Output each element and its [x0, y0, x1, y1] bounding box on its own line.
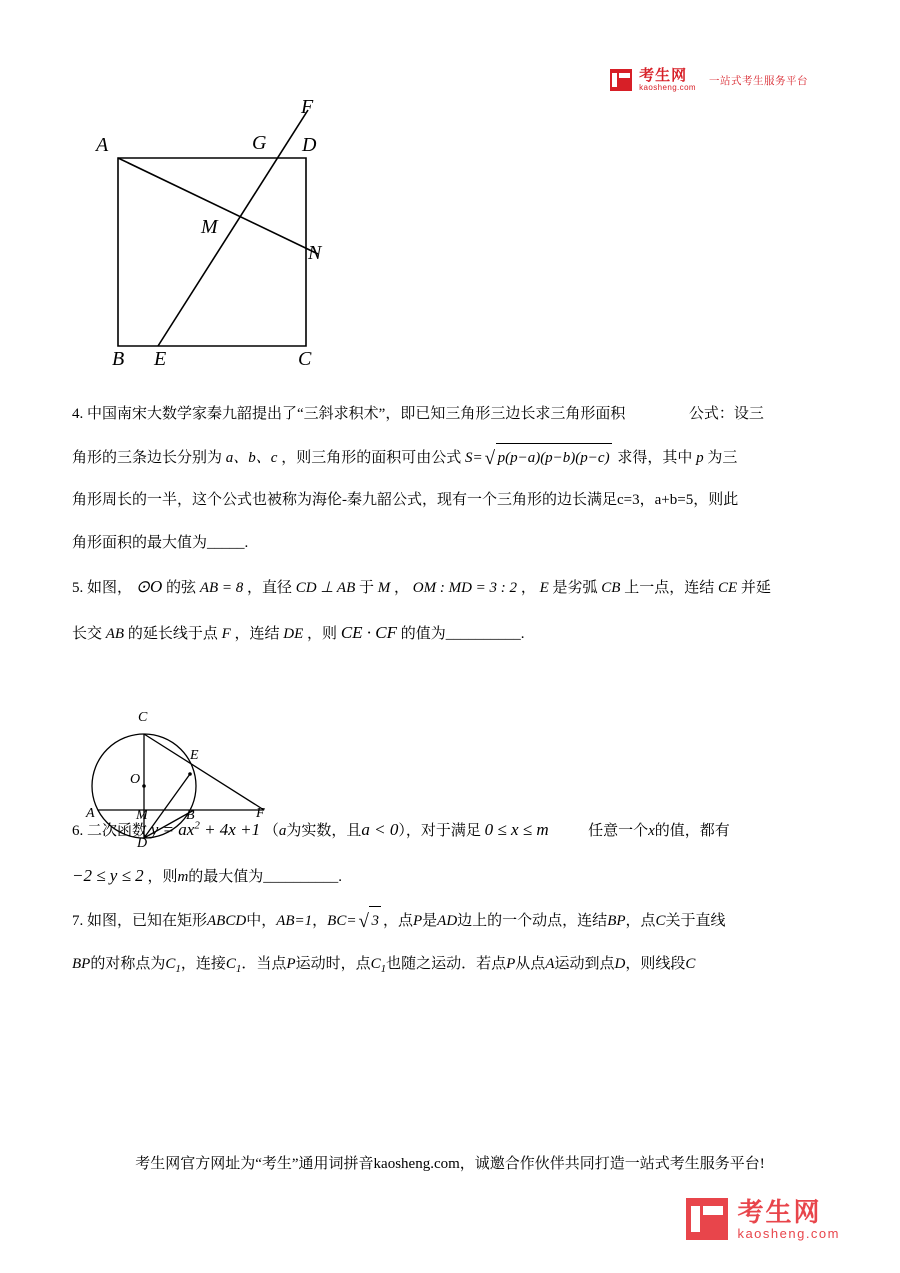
- question-5-ab: AB = 8: [199, 580, 244, 596]
- circle-label-B: B: [186, 808, 195, 823]
- question-4-text-b: 公式：设三: [688, 406, 764, 422]
- circle-label-A: A: [86, 806, 95, 821]
- question-5-line-1: [72, 571, 832, 603]
- question-7-text-m: 也随之运动．若点: [386, 955, 507, 972]
- question-6-fn-part1: y = ax: [150, 819, 195, 839]
- question-7-c: C: [655, 913, 666, 930]
- question-5-line-2: [72, 617, 832, 649]
- question-5-cb: CB: [601, 580, 621, 596]
- question-5-ratio: OM : MD = 3 : 2: [412, 580, 518, 596]
- kaosheng-logo-icon: [610, 69, 632, 91]
- question-7-bc: BC=: [327, 913, 357, 930]
- question-5-text-l: ，连结: [234, 626, 280, 643]
- question-7-abcd: ABCD: [207, 913, 247, 930]
- question-5-text-h: 上一点，连结: [624, 580, 715, 596]
- question-5-expr: CE · CF: [340, 623, 398, 643]
- question-7-text-p: ，则线段: [625, 955, 686, 972]
- question-5: [72, 571, 832, 650]
- figure-circle-geometry: [86, 710, 386, 853]
- question-7-text-b: 中，: [246, 913, 277, 930]
- header-logo: [610, 68, 808, 92]
- question-5-text-k: 的延长线于点: [127, 626, 218, 643]
- question-7-c1-letter: C: [165, 955, 176, 972]
- question-4-number: 4.: [72, 406, 84, 422]
- question-7-text-i: 的对称点为: [90, 955, 166, 972]
- figure-label-D: D: [302, 134, 317, 156]
- question-7-c1b-letter: C: [370, 955, 381, 972]
- question-7-cline: C: [685, 955, 696, 972]
- question-5-de: DE: [283, 626, 304, 643]
- question-6-text-e: 任意一个: [588, 822, 649, 839]
- question-7-text-c: ，: [312, 913, 328, 930]
- question-7-p2: P: [286, 955, 296, 972]
- question-4-line-3: 角形周长的一半，这个公式也被称为海伦-秦九韶公式，现有一个三角形的边长满足c=3，a+b=5，则此: [72, 492, 739, 508]
- question-7-number: 7.: [72, 913, 84, 930]
- question-5-number: 5.: [72, 580, 84, 596]
- figure-label-B: B: [112, 348, 125, 370]
- circle-label-C: C: [138, 710, 148, 725]
- figure-label-E: E: [154, 348, 167, 370]
- question-5-ab2: AB: [105, 626, 125, 643]
- question-6-x: x: [648, 822, 655, 839]
- question-5-text-d: 于: [359, 580, 375, 596]
- question-7-bp2: BP: [72, 955, 91, 972]
- question-4-radical: [485, 443, 612, 473]
- figure-label-M: M: [201, 216, 218, 238]
- question-7-text-e: 是: [422, 913, 438, 930]
- circle-label-D: D: [137, 836, 148, 851]
- question-6-range2: −2 ≤ y ≤ 2: [72, 865, 144, 885]
- question-5-text-f: ，: [520, 580, 536, 596]
- figure-label-A: A: [96, 134, 109, 156]
- circle-label-M: M: [136, 808, 148, 823]
- figure-label-C: C: [298, 348, 312, 370]
- kaosheng-footer-logo-icon: [686, 1198, 728, 1240]
- question-6-text-a: 二次函数: [87, 822, 148, 839]
- question-7-dd: D: [614, 955, 626, 972]
- figure-square-geometry: [96, 96, 436, 381]
- question-body: [72, 400, 832, 994]
- circle-label-O: O: [130, 772, 141, 787]
- question-7-text-g: ，点: [625, 913, 656, 930]
- question-6-fn-sup: 2: [194, 818, 200, 831]
- question-5-text-e: ，: [394, 580, 410, 596]
- question-4-text-f: 为三: [707, 449, 738, 466]
- question-5-text-j: 长交: [72, 626, 103, 643]
- question-6-number: 6.: [72, 822, 84, 839]
- footer-logo: [686, 1198, 840, 1241]
- question-5-ce: CE: [717, 580, 738, 596]
- circle-label-E: E: [190, 748, 199, 763]
- header-logo-cn: 考生网: [639, 67, 688, 84]
- question-6-text-g: ，则: [147, 868, 178, 885]
- figure-label-N: N: [308, 242, 322, 264]
- header-slogan: 一站式考生服务平台: [709, 74, 808, 87]
- question-6-text-f: 的值，都有: [654, 822, 730, 839]
- question-7-text-d: ，点: [382, 913, 413, 930]
- question-7-c1: [165, 955, 181, 975]
- question-5-text-n: 的值为__________.: [400, 626, 525, 643]
- question-7-c1b-sub: 1: [380, 962, 387, 975]
- question-5-circle-o: ⊙O: [135, 577, 163, 596]
- question-7-text-f: 边上的一个动点，连结: [457, 913, 608, 930]
- question-6-range: 0 ≤ x ≤ m: [484, 819, 549, 839]
- question-5-text-m: ，则: [307, 626, 338, 643]
- question-7-line-1: [72, 906, 832, 936]
- question-7-c1-sub: 1: [175, 962, 181, 975]
- question-7-radical: [358, 906, 381, 936]
- question-6-text-h: 的最大值为__________.: [188, 868, 343, 885]
- question-5-text-i: 并延: [740, 580, 771, 596]
- question-7-pp: P: [506, 955, 516, 972]
- question-7-ad: AD: [437, 913, 458, 930]
- question-7-ab: AB=1: [276, 913, 313, 930]
- header-logo-text: [639, 68, 696, 92]
- question-7-text-k: ．当点: [241, 955, 287, 972]
- question-5-cd: CD ⊥ AB: [295, 580, 356, 596]
- question-7-cc1-sub: 1: [235, 962, 242, 975]
- question-4-line-1: [72, 400, 832, 429]
- footer-logo-text: [737, 1198, 840, 1241]
- question-7-c1b: [370, 955, 387, 975]
- question-7-text-j: ，连接: [180, 955, 226, 972]
- footer-logo-en: kaosheng.com: [737, 1225, 840, 1241]
- question-6-m: m: [177, 868, 189, 885]
- question-7-aa: A: [545, 955, 555, 972]
- question-7-line-2: [72, 950, 832, 980]
- question-5-text-g: 是劣弧: [552, 580, 598, 596]
- question-5-text-b: 的弦: [166, 580, 197, 596]
- question-7: [72, 906, 832, 979]
- question-7-text-a: 如图，已知在矩形: [87, 913, 208, 930]
- question-6-text-b: （: [263, 822, 279, 839]
- question-5-text-a: 如图，: [87, 580, 133, 596]
- question-7-bp: BP: [607, 913, 626, 930]
- question-7-p: P: [412, 913, 423, 930]
- question-4-formula-lhs: S=: [464, 449, 483, 466]
- footer-note: 考生网官方网址为“考生”通用词拼音kaosheng.com，诚邀合作伙伴共同打造一站式考生服务平台!: [135, 1156, 765, 1172]
- footer-logo-cn: 考生网: [737, 1197, 822, 1227]
- question-4-radicand: p(p−a)(p−b)(p−c): [496, 443, 612, 473]
- question-7-text-n: 从点: [515, 955, 546, 972]
- question-4: [72, 400, 832, 557]
- question-7-text-l: 运动时，点: [295, 955, 371, 972]
- header-logo-en: kaosheng.com: [639, 82, 696, 92]
- question-4-text-a: 中国南宋大数学家秦九韶提出了“三斜求积术”，即已知三角形三边长求三角形面积: [87, 406, 626, 422]
- question-6-line-2: [72, 860, 832, 892]
- question-7-text-h: 关于直线: [665, 913, 726, 930]
- question-4-p: p: [696, 449, 704, 466]
- question-5-f: F: [221, 626, 231, 643]
- figure-label-G: G: [252, 132, 267, 154]
- question-4-text-d: ，则三角形的面积可由公式: [281, 449, 462, 466]
- question-4-text-e: 求得，其中: [617, 449, 693, 466]
- question-4-line-2: [72, 443, 832, 473]
- question-5-e: E: [539, 580, 549, 596]
- question-5-text-c: ，直径: [247, 580, 293, 596]
- question-7-cc1-letter: C: [225, 955, 236, 972]
- question-4-line-4: 角形面积的最大值为_____.: [72, 534, 249, 551]
- question-6-cond: a < 0: [361, 819, 399, 839]
- question-5-m: M: [377, 580, 391, 596]
- circle-label-F: F: [256, 806, 265, 821]
- figure-label-F: F: [301, 96, 314, 118]
- question-4-text-c: 角形的三条边长分别为: [72, 449, 223, 466]
- question-6-a-var: a: [278, 822, 287, 839]
- question-7-radicand: 3: [369, 906, 381, 936]
- question-6-fn-part2: + 4x +1: [199, 819, 261, 839]
- question-4-vars: a、b、c: [225, 449, 278, 466]
- question-6-text-c: 为实数，且: [286, 822, 362, 839]
- question-7-text-o: 运动到点: [554, 955, 615, 972]
- question-7-cc1: [225, 955, 242, 975]
- question-6-text-d: ），对于满足: [398, 822, 481, 839]
